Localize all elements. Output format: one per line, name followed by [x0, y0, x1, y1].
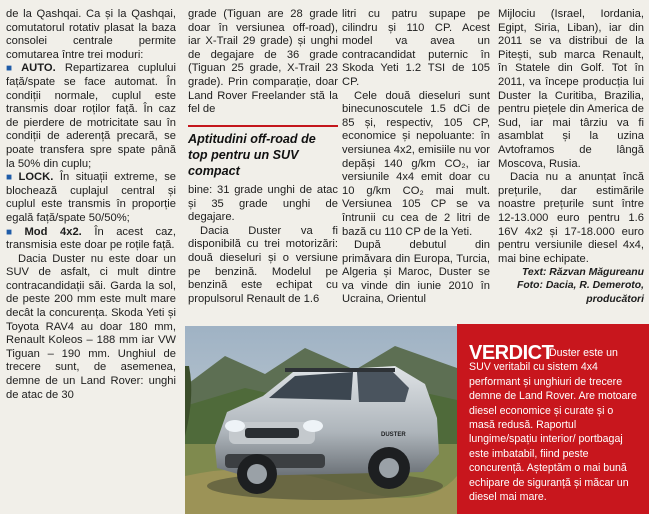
mode-auto: [6, 62, 176, 171]
square-bullet-icon: ■: [6, 226, 22, 238]
column-1: [6, 8, 176, 402]
section-heading-text: Aptitudini off-road de top pentru un SUV compact: [188, 132, 316, 178]
petrol-paragraph: litri cu patru supape pe cilindru și 110 CP. Acest model va avea un contracandidat puternic în Skoda Yeti 1.2 TSI de 105 CP.: [342, 8, 490, 88]
car-badge: DUSTER: [381, 432, 406, 438]
mode-4x2-label: Mod 4x2.: [24, 225, 82, 238]
column-3: [342, 8, 490, 307]
square-bullet-icon: ■: [6, 172, 16, 184]
dacia-duster-image: [185, 326, 457, 514]
section-heading: [188, 131, 338, 179]
angles-paragraph: grade (Tiguan are 28 grade doar în versiunea off-road), iar X-Trail 29 grade) și unghi de degajare de 36 grade (Tiguan 25 grade, X-Trail 23 grade). Prin comparație, doar Land Rover Freelander stă la fel de: [188, 8, 338, 116]
mode-auto-text: Repartizarea cuplului față/spate se face automat. În condiții normale, cuplul este transmis doar roților față. În caz de pierdere de motricitate sau în condiții de aderență precară, se poate transfera spre spate până la 50% din cuplu;: [6, 62, 176, 170]
column-2-bottom: [188, 184, 338, 306]
production-paragraph: Mijlociu (Israel, Iordania, Egipt, Siria, Liban), iar din 2011 se va distribui de la Pitești, sub marca Renault, în Statele din Golf. Tot în 2011, va începe producția lui Duster la Curitiba, Brazilia, pentru piețele din America de Sud, iar mai târziu va fi asamblat și la uzina Avtoframos de lângă Moscova, Rusia.: [498, 8, 644, 170]
engines-paragraph: Dacia Duster va fi disponibilă cu trei motorizări: două dieseluri și o versiune pe benzină. Modelul pe benzină este echipat cu propulsorul Renault de 1.6: [188, 224, 338, 305]
ground-clearance-paragraph: Dacia Duster nu este doar un SUV de asfalt, ci mult dintre contracandidații săi. Garda la sol, de peste 200 mm este mult mare decât la concurența. Skoda Yeti și Toyota RAV4 au doar 180 mm, Renault Koleos – 188 mm iar VW Tiguan – 190 mm. Unghiul de trecere sunt, de asemenea, demne de un Land Rover: unghi de atac de 30: [6, 252, 176, 401]
verdict-box: [457, 324, 649, 514]
verdict-text: Duster este un SUV veritabil cu sistem 4x4 performant și unghiuri de trecere demne de Land Rover. Are motoare diesel economice și curate și o masă redusă. Raportul lungime/spațiu interior/ portbagaj este imbatabil, fiind peste concurență. Așteptăm o mai bună echipare de siguranță și măcar un diesel mai mare.: [469, 347, 637, 504]
credits: [498, 266, 644, 306]
car-photo: [185, 326, 457, 514]
verdict-title: VERDICT: [469, 342, 554, 364]
mode-4x2: [6, 226, 176, 253]
square-bullet-icon: ■: [6, 63, 19, 75]
column-2-top: [188, 8, 338, 117]
prices-paragraph: Dacia nu a anunțat încă prețurile, dar estimările noastre prețurile sunt între 12-13.000 euro pentru 1.6 16V 4x2 și 17-18.000 euro pentru versiunile diesel 4x4, mai bine echipate.: [498, 171, 644, 265]
mode-auto-label: AUTO.: [21, 62, 56, 75]
angles-continued: bine: 31 grade unghi de atac și 35 grade unghi de degajare.: [188, 184, 338, 224]
credit-text: Text: Răzvan Măgureanu: [521, 267, 644, 279]
mode-lock-text: În situații extreme, se blochează cuplajul central și cuplul este transmis în proporție egală față/spate 50/50%;: [6, 171, 177, 224]
credit-photo: Foto: Dacia, R. Demeroto, producători: [516, 280, 644, 305]
heading-rule: [188, 125, 338, 127]
intro-paragraph: de la Qashqai. Ca și la Qashqai, comutatorul rotativ plasat la baza consolei centrale permite comutarea între trei moduri:: [6, 8, 176, 61]
column-4: [498, 8, 644, 306]
markets-paragraph: După debutul din primăvara din Europa, Turcia, Algeria și Maroc, Duster se va vinde din iunie 2010 în Ucraina, Orientul: [342, 239, 490, 306]
mode-4x2-text: În acest caz, transmisia este doar pe roțile față.: [6, 225, 177, 252]
verdict-text-wrap: [469, 346, 639, 504]
mode-lock: [6, 171, 176, 225]
diesel-paragraph: Cele două dieseluri sunt binecunoscutele 1.5 dCi de 85 și, respectiv, 105 CP, economice și nepoluante: în versiunea 4x2, emisiile nu vor depăși 140 g/km CO₂, iar versiunile 4x4 emit doar cu 10 g/km CO₂ mai mult. Versiunea 105 CP se va întrunii cu cea de 2 litri de bază cu 110 CP de la Yeti.: [342, 89, 490, 238]
mode-lock-label: LOCK.: [18, 171, 54, 184]
